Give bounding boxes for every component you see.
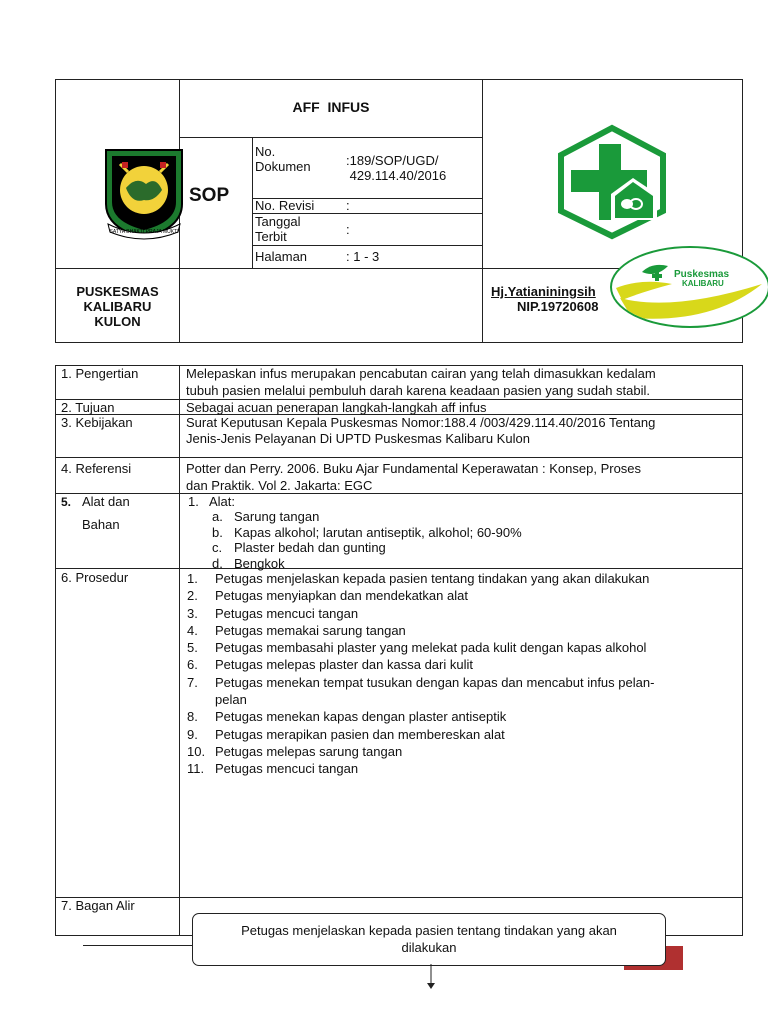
text-pengertian-2: tubuh pasien melalui pembuluh darah karena keadaan pasien yang sudah stabil. <box>186 383 650 398</box>
flowchart-box-line2: dilakukan <box>401 940 457 955</box>
prosedur-step-text: Petugas membasahi plaster yang melekat pada kulit dengan kapas alkohol <box>215 640 647 656</box>
alat-item <box>212 556 522 572</box>
sop-label: SOP <box>189 185 230 206</box>
prosedur-step-number: 2. <box>187 588 198 604</box>
head-nip: NIP.19720608 <box>517 299 599 314</box>
emblem-motto: SATYA BHAKTI PRAJA MUKTI <box>109 229 179 235</box>
alat-item <box>212 525 522 541</box>
label-tujuan: 2. Tujuan <box>61 400 115 415</box>
alat-list <box>212 509 522 571</box>
text-pengertian-1: Melepaskan infus merupakan pencabutan cairan yang telah dimasukkan kedalam <box>186 366 656 381</box>
prosedur-step-text: Petugas melepas sarung tangan <box>215 743 403 759</box>
label-referensi: 4. Referensi <box>61 461 132 476</box>
label-prosedur: 6. Prosedur <box>61 570 129 585</box>
prosedur-step-text: Petugas menjelaskan kepada pasien tentang tindakan yang akan dilakukan <box>215 571 650 586</box>
prosedur-step-number: 5. <box>187 640 198 656</box>
prosedur-step-number: 3. <box>187 605 198 621</box>
prosedur-step <box>187 708 654 725</box>
prosedur-step <box>187 570 654 587</box>
text-kebijakan-1: Surat Keputusan Kepala Puskesmas Nomor:188.4 /003/429.114.40/2016 Tentang <box>186 415 656 430</box>
prosedur-step <box>187 639 654 656</box>
prosedur-step-number: 8. <box>187 709 198 725</box>
alat-item-text: Plaster bedah dan gunting <box>234 540 386 555</box>
puskesmas-cross-logo-icon <box>555 124 669 240</box>
prosedur-step-text: Petugas melepas plaster dan kassa dari kulit <box>215 657 473 673</box>
label-kebijakan: 3. Kebijakan <box>61 415 133 430</box>
field-no-revisi-value: : <box>346 198 350 213</box>
label-alat-num: 5. <box>61 495 72 509</box>
prosedur-list <box>187 570 654 778</box>
prosedur-step-number: 10. <box>187 743 206 759</box>
prosedur-step <box>187 743 654 760</box>
prosedur-step <box>187 622 654 639</box>
prosedur-step-number: 9. <box>187 726 198 742</box>
alat-head: Alat: <box>209 494 236 509</box>
prosedur-step-text: Petugas memakai sarung tangan <box>215 622 406 638</box>
logo-text-kalibaru: KALIBARU <box>682 279 724 288</box>
prosedur-step-number: 11. <box>187 761 205 777</box>
prosedur-step-number: 7. <box>187 674 198 690</box>
page-title: AFF INFUS <box>292 99 370 115</box>
alat-item <box>212 540 522 556</box>
prosedur-step <box>187 605 654 622</box>
field-halaman-value: : 1 - 3 <box>346 249 380 264</box>
alat-item-number: a. <box>212 509 223 524</box>
alat-item-text: Sarung tangan <box>234 509 320 524</box>
prosedur-step-number: 6. <box>187 657 198 673</box>
flowchart-box-line1: Petugas menjelaskan kepada pasien tentang tindakan yang akan <box>241 923 617 938</box>
flow-arrow-down-icon <box>425 964 437 990</box>
prosedur-step-text: Petugas menekan kapas dengan plaster antiseptik <box>215 709 507 725</box>
prosedur-step <box>187 656 654 673</box>
prosedur-step-text: pelan <box>215 692 247 708</box>
field-no-revisi-label: No. Revisi <box>255 198 315 213</box>
alat-item-text: Bengkok <box>234 555 285 571</box>
prosedur-step <box>187 691 654 708</box>
prosedur-step-text: Petugas menyiapkan dan mendekatkan alat <box>215 588 468 604</box>
field-halaman-label: Halaman <box>255 249 308 264</box>
field-tanggal-terbit-value: : <box>346 222 350 237</box>
alat-item-number: b. <box>212 524 223 540</box>
field-no-dokumen-value: :189/SOP/UGD/ 429.114.40/2016 <box>346 153 447 183</box>
label-alat-2: Bahan <box>82 517 120 532</box>
text-referensi-1: Potter dan Perry. 2006. Buku Ajar Fundamental Keperawatan : Konsep, Proses <box>186 461 642 476</box>
flowchart-box <box>192 913 666 966</box>
prosedur-step-text: Petugas merapikan pasien dan membereskan alat <box>215 726 505 742</box>
prosedur-step-text: Petugas mencuci tangan <box>215 761 359 777</box>
alat-item-text: Kapas alkohol; larutan antiseptik, alkohol; 60-90% <box>234 524 522 540</box>
label-alat-1: Alat dan <box>82 494 130 509</box>
puskesmas-kalibaru-logo <box>610 246 768 328</box>
prosedur-step <box>187 760 654 777</box>
field-tanggal-terbit-label: Tanggal Terbit <box>255 214 301 244</box>
field-no-dokumen-label: No. Dokumen <box>255 144 311 174</box>
alat-head-num: 1. <box>188 494 199 509</box>
prosedur-step-number: 1. <box>187 571 198 586</box>
alat-item-number: c. <box>212 540 223 555</box>
alat-item <box>212 509 522 525</box>
text-tujuan: Sebagai acuan penerapan langkah-langkah aff infus <box>186 400 487 415</box>
label-pengertian: 1. Pengertian <box>61 366 139 381</box>
prosedur-step <box>187 726 654 743</box>
prosedur-step <box>187 587 654 604</box>
head-name: Hj.Yatianiningsih <box>491 284 596 299</box>
prosedur-step-text: Petugas menekan tempat tusukan dengan kapas dan mencabut infus pelan- <box>215 674 655 690</box>
text-kebijakan-2: Jenis-Jenis Pelayanan Di UPTD Puskesmas Kalibaru Kulon <box>186 431 530 446</box>
prosedur-step-number: 4. <box>187 622 198 638</box>
prosedur-step <box>187 674 654 691</box>
logo-text-puskesmas: Puskesmas <box>674 269 730 280</box>
prosedur-step-text: Petugas mencuci tangan <box>215 605 359 621</box>
text-referensi-2: dan Praktik. Vol 2. Jakarta: EGC <box>186 478 373 493</box>
alat-item-number: d. <box>212 555 223 571</box>
label-bagan-alir: 7. Bagan Alir <box>61 898 135 913</box>
org-name: PUSKESMAS KALIBARU KULON <box>76 284 159 329</box>
kabupaten-emblem-icon <box>100 146 188 242</box>
